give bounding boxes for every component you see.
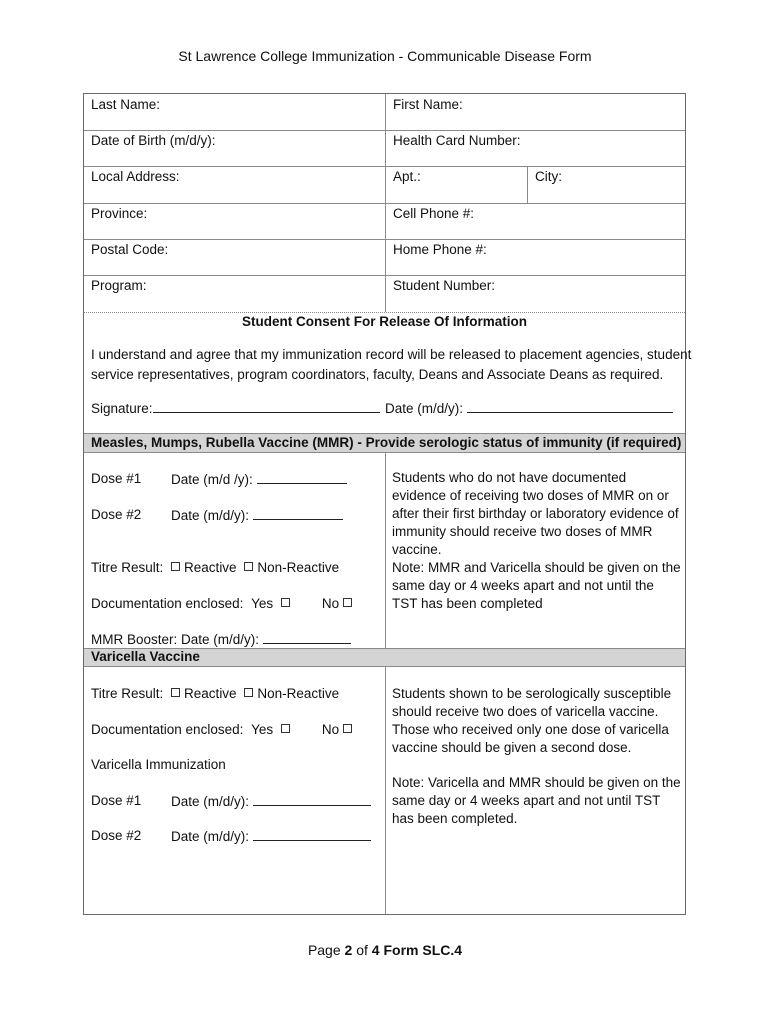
mmr-note-doses: Students who do not have documented evidence of receiving two doses of MMR on or after their first birthday or laboratory evidence of immunity should receive two doses of MMR vaccine. <box>392 470 679 557</box>
varicella-no-label: No <box>321 722 340 737</box>
varicella-reactive-label: Reactive <box>184 686 237 701</box>
mmr-dose2-date-label: Date (m/d/y): <box>171 508 250 523</box>
signature-field[interactable] <box>91 400 380 416</box>
footer-page-number: 2 <box>344 942 353 958</box>
consent-heading: Student Consent For Release Of Information <box>241 314 528 329</box>
footer-page-total: 4 <box>371 942 380 958</box>
mmr-documentation-row <box>91 596 356 611</box>
mmr-heading: Measles, Mumps, Rubella Vaccine (MMR) - Provide serologic status of immunity (if required) <box>91 435 682 450</box>
student-number-cell[interactable] <box>386 275 685 312</box>
program-cell[interactable] <box>84 275 385 312</box>
footer-page-word: Page <box>307 942 341 958</box>
varicella-documentation-row <box>91 722 356 737</box>
mmr-dose2-date-line[interactable] <box>253 507 343 520</box>
last-name-cell[interactable] <box>84 94 385 130</box>
cell-phone-cell[interactable] <box>386 203 685 239</box>
consent-date-field[interactable] <box>385 400 673 416</box>
mmr-booster-line[interactable] <box>263 631 351 644</box>
column-divider <box>385 453 386 648</box>
row-postal <box>84 239 685 276</box>
consent-date-label: Date (m/d/y): <box>385 401 464 416</box>
mmr-titre-row <box>91 560 339 575</box>
mmr-dose1-date-field[interactable] <box>171 471 347 487</box>
varicella-dose2-label: Dose #2 <box>91 828 142 843</box>
row-program <box>84 275 685 313</box>
row-address <box>84 166 685 204</box>
local-address-cell[interactable] <box>84 166 385 203</box>
city-cell[interactable] <box>528 166 685 203</box>
footer-of-word: of <box>356 942 368 958</box>
varicella-heading: Varicella Vaccine <box>91 649 200 664</box>
mmr-documentation-label: Documentation enclosed: <box>91 596 244 611</box>
mmr-note-timing: Note: MMR and Varicella should be given on the same day or 4 weeks apart and not until the TST has been completed <box>392 560 681 611</box>
first-name-cell[interactable] <box>386 94 685 130</box>
consent-text-line1: I understand and agree that my immunization record will be released to placement agencies, student <box>91 347 692 362</box>
footer-form-code: Form SLC.4 <box>383 942 463 958</box>
mmr-booster-field[interactable] <box>91 631 351 647</box>
varicella-no-checkbox[interactable] <box>343 724 352 733</box>
mmr-heading-bar <box>84 433 685 453</box>
mmr-no-label: No <box>321 596 340 611</box>
varicella-yes-checkbox[interactable] <box>281 724 290 733</box>
varicella-dose2-date-field[interactable] <box>171 828 371 844</box>
cell-phone-label: Cell Phone #: <box>393 206 475 221</box>
varicella-non-reactive-label: Non-Reactive <box>257 686 340 701</box>
mmr-booster-label: MMR Booster: Date (m/d/y): <box>91 632 260 647</box>
mmr-reactive-checkbox[interactable] <box>171 562 180 571</box>
varicella-heading-bar <box>84 648 685 667</box>
row-province <box>84 203 685 240</box>
column-divider <box>385 667 386 914</box>
apt-cell[interactable] <box>386 166 527 203</box>
postal-code-label: Postal Code: <box>91 242 169 257</box>
mmr-dose2-date-field[interactable] <box>171 507 343 523</box>
health-card-cell[interactable] <box>386 130 685 166</box>
consent-date-line[interactable] <box>467 400 673 413</box>
mmr-non-reactive-checkbox[interactable] <box>244 562 253 571</box>
mmr-dose1-label: Dose #1 <box>91 471 142 486</box>
apt-label: Apt.: <box>393 169 421 184</box>
varicella-dose1-date-label: Date (m/d/y): <box>171 794 250 809</box>
varicella-yes-label: Yes <box>251 722 274 737</box>
varicella-titre-row <box>91 686 339 701</box>
province-label: Province: <box>91 206 148 221</box>
mmr-dose1-date-label: Date (m/d /y): <box>171 472 253 487</box>
local-address-label: Local Address: <box>91 169 180 184</box>
mmr-dose1-date-line[interactable] <box>257 471 347 484</box>
city-label: City: <box>535 169 562 184</box>
varicella-titre-label: Titre Result: <box>91 686 164 701</box>
province-cell[interactable] <box>84 203 385 239</box>
varicella-reactive-checkbox[interactable] <box>171 688 180 697</box>
health-card-label: Health Card Number: <box>393 133 521 148</box>
page-footer <box>0 942 770 958</box>
varicella-dose2-date-label: Date (m/d/y): <box>171 829 250 844</box>
varicella-dose1-label: Dose #1 <box>91 793 142 808</box>
dob-cell[interactable] <box>84 130 385 166</box>
immunization-form <box>83 93 692 915</box>
home-phone-cell[interactable] <box>386 239 685 275</box>
varicella-note-doses: Students shown to be serologically susceptible should receive two does of varicella vaccine. Those who received only one dose of varicella vaccine should be given a second dose. <box>392 686 672 755</box>
first-name-label: First Name: <box>393 97 463 112</box>
mmr-reactive-label: Reactive <box>184 560 237 575</box>
mmr-no-checkbox[interactable] <box>343 598 352 607</box>
mmr-titre-label: Titre Result: <box>91 560 164 575</box>
varicella-dose1-date-line[interactable] <box>253 793 371 806</box>
mmr-dose2-label: Dose #2 <box>91 507 142 522</box>
mmr-non-reactive-label: Non-Reactive <box>257 560 340 575</box>
last-name-label: Last Name: <box>91 97 161 112</box>
row-name <box>84 94 685 131</box>
mmr-yes-checkbox[interactable] <box>281 598 290 607</box>
student-number-label: Student Number: <box>393 278 496 293</box>
document-title: St Lawrence College Immunization - Communicable Disease Form <box>178 48 592 64</box>
postal-code-cell[interactable] <box>84 239 385 275</box>
varicella-immunization-label: Varicella Immunization <box>91 757 226 772</box>
signature-line[interactable] <box>153 400 380 413</box>
consent-text-line2: service representatives, program coordinators, faculty, Deans and Associate Deans as required. <box>91 367 664 382</box>
dob-label: Date of Birth (m/d/y): <box>91 133 216 148</box>
varicella-non-reactive-checkbox[interactable] <box>244 688 253 697</box>
mmr-yes-label: Yes <box>251 596 274 611</box>
varicella-note-timing: Note: Varicella and MMR should be given on the same day or 4 weeks apart and not until TST has been completed. <box>392 775 681 826</box>
row-dob <box>84 130 685 167</box>
program-label: Program: <box>91 278 147 293</box>
varicella-dose1-date-field[interactable] <box>171 793 371 809</box>
signature-label: Signature: <box>91 401 153 416</box>
varicella-dose2-date-line[interactable] <box>253 828 371 841</box>
home-phone-label: Home Phone #: <box>393 242 487 257</box>
varicella-documentation-label: Documentation enclosed: <box>91 722 244 737</box>
